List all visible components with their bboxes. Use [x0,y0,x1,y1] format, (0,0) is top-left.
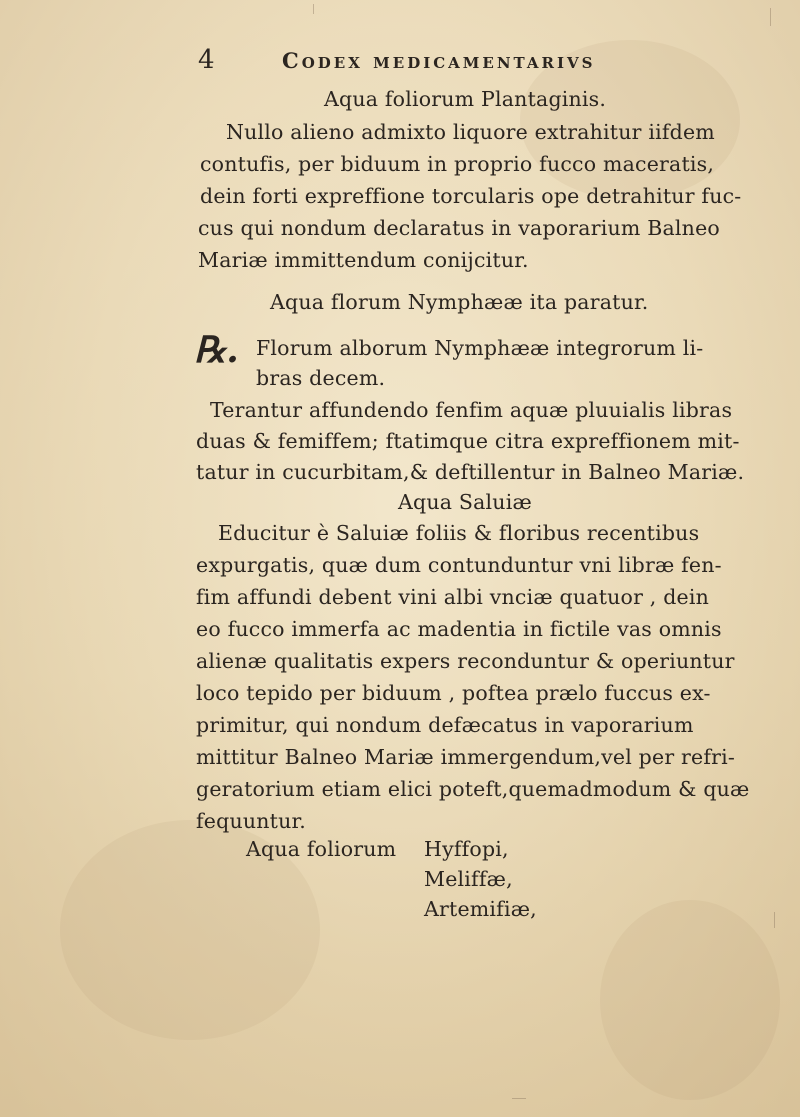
section-heading: Aqua florum Nymphææ ita paratur. [270,290,649,314]
text-line: Educitur è Saluiæ foliis & floribus recentibus [218,521,700,545]
text-line: contufis, per biduum in proprio fucco maceratis, [200,152,715,176]
text-line: loco tepido per biduum , poftea prælo fuccus ex- [196,681,711,705]
paper-fiber [770,8,771,26]
text-line: dein forti expreffione torcularis ope detrahitur fuc- [200,184,742,208]
section-heading: Aqua foliorum Plantaginis. [324,87,607,111]
section-heading: Aqua foliorum [246,837,397,861]
list-item: Hyffopi, [424,837,509,861]
text-line: eo fucco immerfa ac madentia in fictile vas omnis [196,617,722,641]
text-line: duas & femiffem; ftatimque citra expreffionem mit- [196,429,740,453]
text-line: geratorium etiam elici poteft,quemadmodum & quæ [196,777,750,801]
text-line: cus qui nondum declaratus in vaporarium Balneo [198,216,720,240]
text-line: primitur, qui nondum defæcatus in vaporarium [196,713,694,737]
page-header [0,44,800,80]
section-heading: Aqua Saluiæ [398,490,532,514]
list-item: Meliffæ, [424,867,513,891]
text-line: alienæ qualitatis expers reconduntur & operiuntur [196,649,735,673]
text-line: mittitur Balneo Mariæ immergendum,vel per refri- [196,745,736,769]
paper-fiber [313,4,314,14]
paper-fiber [774,912,775,928]
paper-fiber [512,1098,526,1099]
text-line: Mariæ immittendum conijcitur. [198,248,529,272]
list-item: Artemifiæ, [424,897,537,921]
text-line: Nullo alieno admixto liquore extrahitur iifdem [226,120,715,144]
text-line: Terantur affundendo fenfim aquæ pluuialis libras [210,398,733,422]
text-line: expurgatis, quæ dum contunduntur vni libræ fen- [196,553,722,577]
text-line: bras decem. [256,366,386,390]
text-line: Florum alborum Nymphææ integrorum li- [256,336,704,360]
recipe-symbol: ℞. [194,329,239,371]
page-number: 4 [198,45,215,75]
paper-stain [600,900,780,1100]
text-line: tatur in cucurbitam,& deftillentur in Balneo Mariæ. [196,460,745,484]
running-head: Codex medicamentarivs [282,48,596,73]
text-line: fequuntur. [196,809,306,833]
text-line: fim affundi debent vini albi vnciæ quatuor , dein [196,585,710,609]
